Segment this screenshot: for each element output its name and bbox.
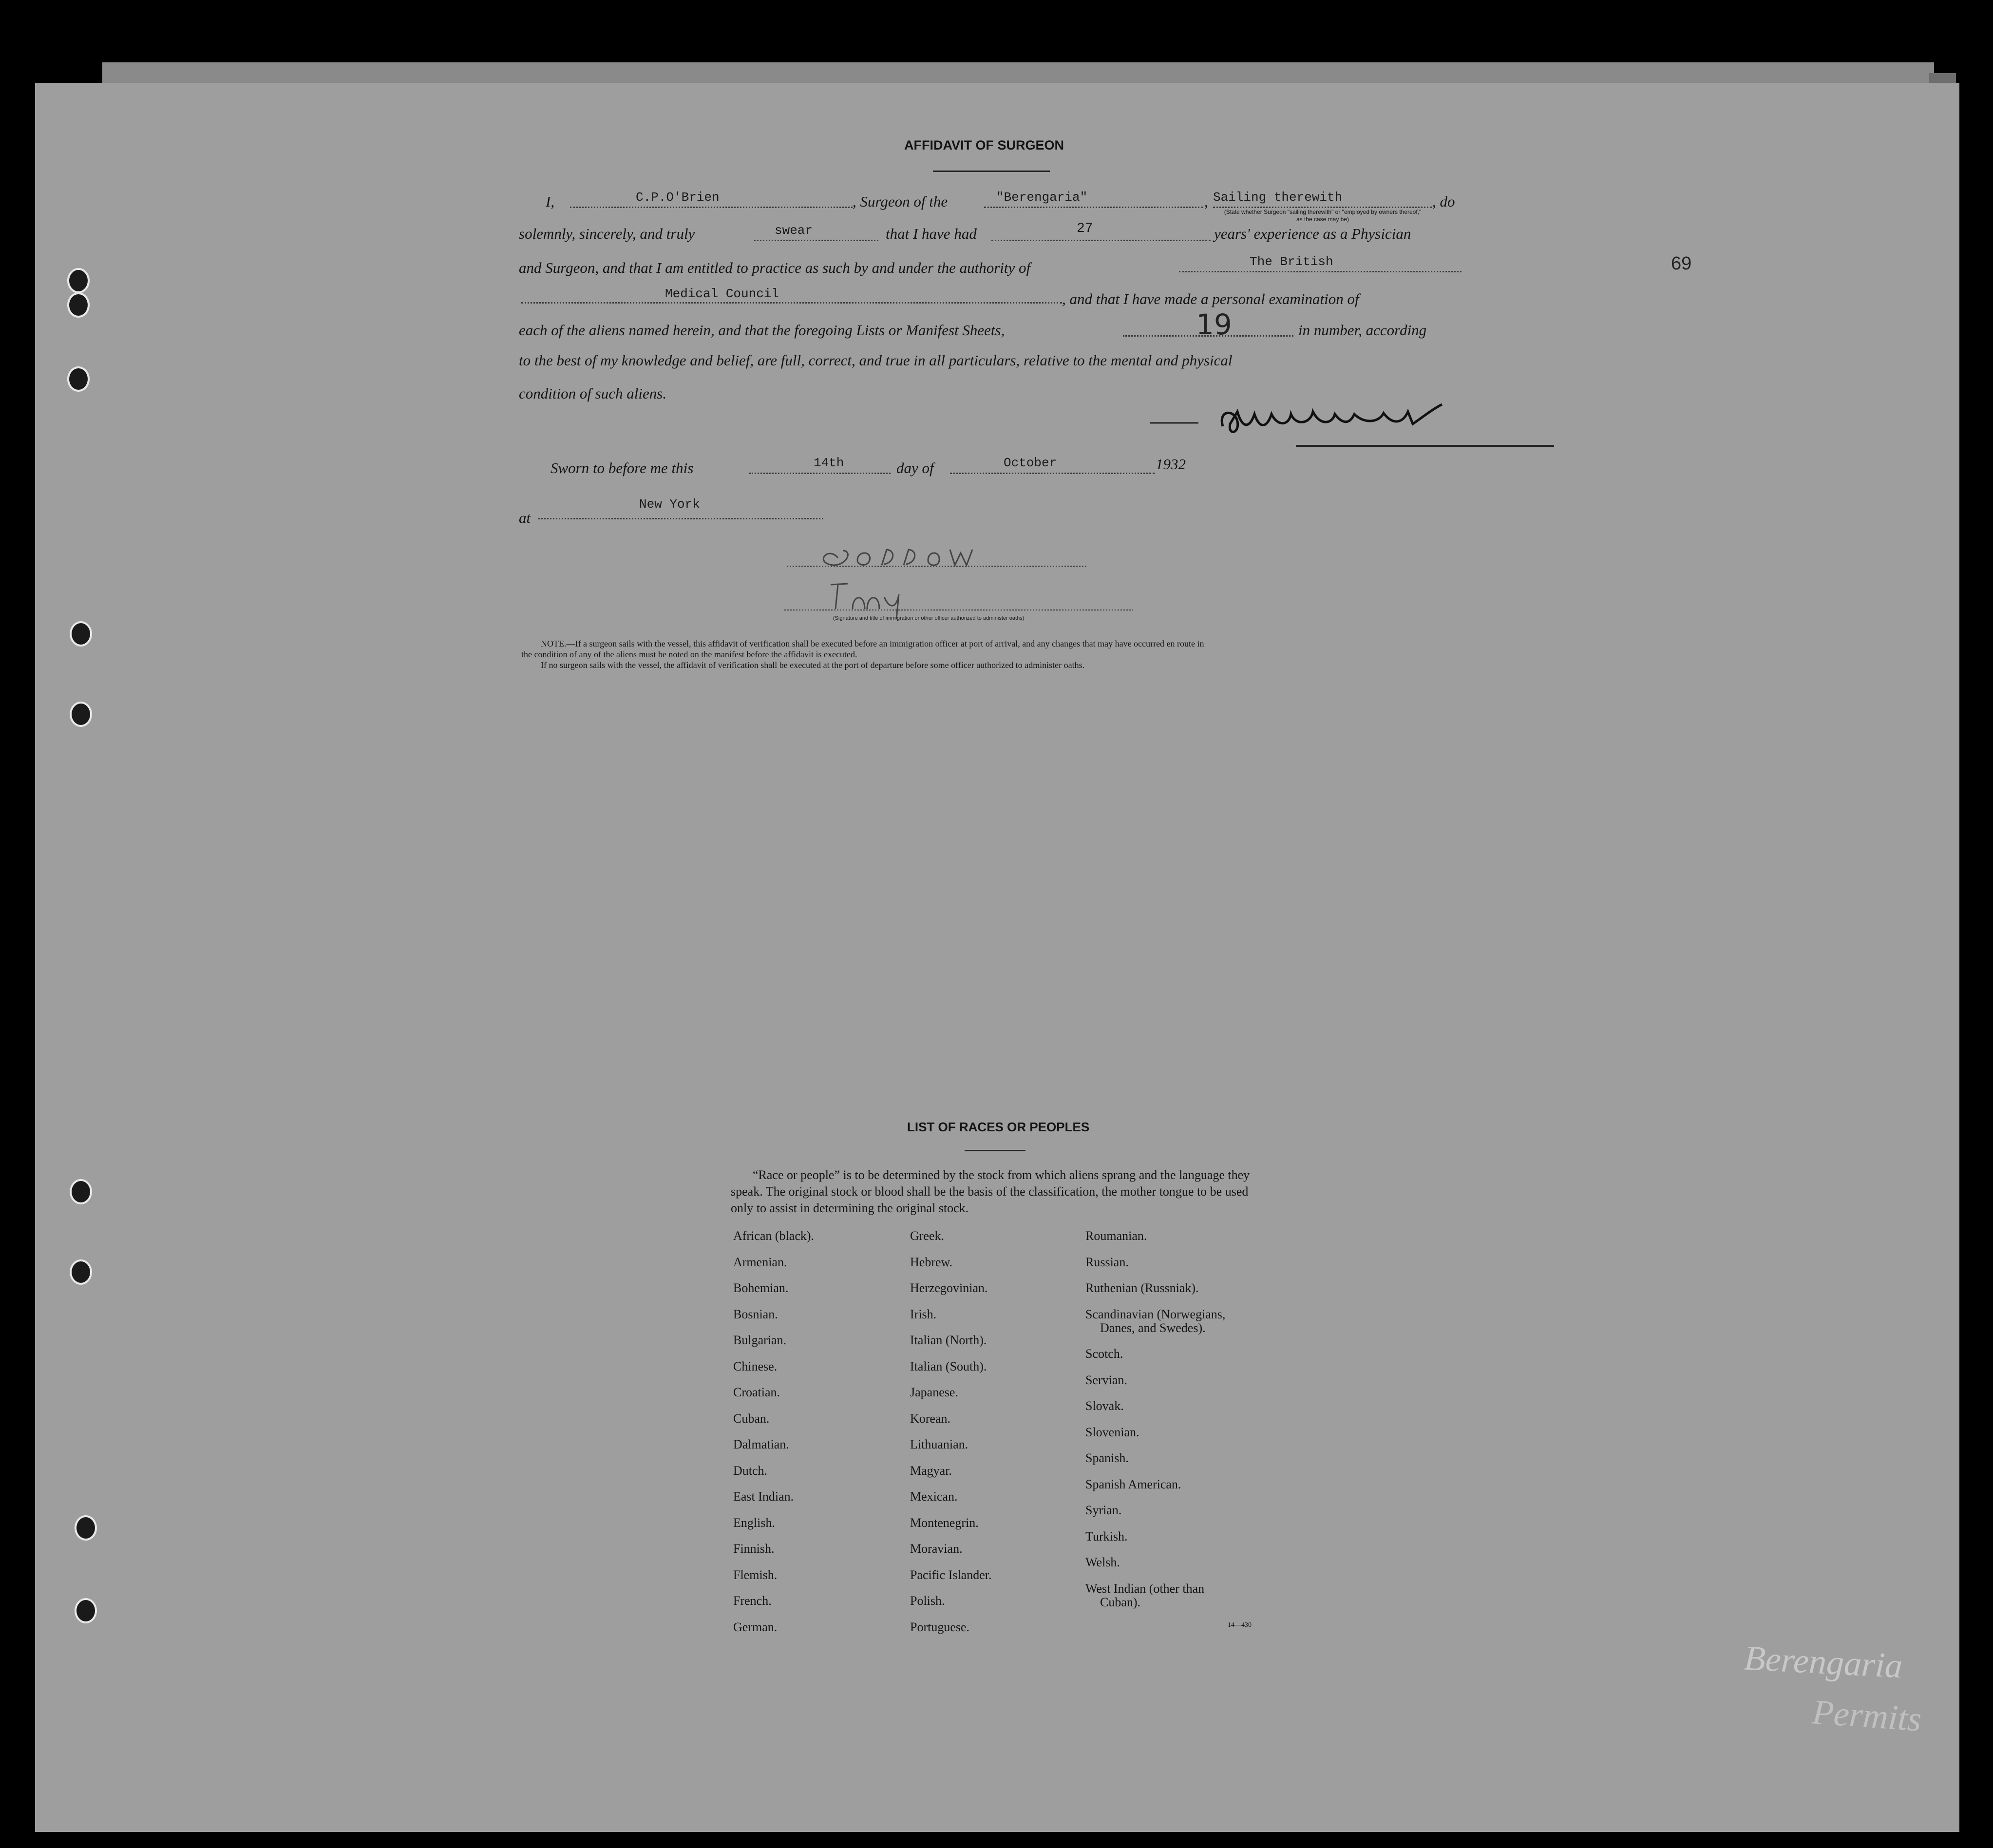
race-item: Chinese.	[733, 1359, 778, 1373]
race-item: Polish.	[910, 1594, 945, 1608]
race-item: Syrian.	[1085, 1503, 1122, 1517]
field-line	[950, 473, 1155, 474]
field-line	[1179, 271, 1462, 272]
race-item: East Indian.	[733, 1489, 794, 1504]
race-item: Montenegrin.	[910, 1515, 979, 1530]
sworn-month: October	[1004, 456, 1057, 470]
field-line	[1123, 335, 1293, 337]
field-line	[991, 240, 1211, 241]
surgeon-of-label: , Surgeon of the	[853, 193, 948, 210]
race-item: Bulgarian.	[733, 1333, 787, 1347]
race-item: Pacific Islander.	[910, 1567, 992, 1582]
race-item: Lithuanian.	[910, 1437, 968, 1451]
race-item: Slovenian.	[1085, 1425, 1139, 1439]
binder-hole	[67, 292, 90, 318]
annotation-ship: Berengaria	[1743, 1638, 1904, 1686]
field-line	[570, 207, 853, 208]
race-item: Scandinavian (Norwegians,	[1085, 1307, 1226, 1321]
binder-hole	[70, 702, 92, 727]
oath-type: swear	[775, 223, 813, 238]
race-item: Finnish.	[733, 1542, 775, 1556]
note-line-1: NOTE.—If a surgeon sails with the vessel, this affidavit of verification shall be executed before an immigration officer at port of arrival, and any changes that may have occurred en route in	[541, 639, 1204, 648]
race-item: Portuguese.	[910, 1619, 970, 1634]
authority-part2: Medical Council	[665, 286, 779, 301]
condition-line: condition of such aliens.	[519, 385, 667, 402]
surgeon-name: C.P.O'Brien	[636, 190, 720, 205]
race-item: German.	[733, 1619, 778, 1634]
note-line-3: If no surgeon sails with the vessel, the affidavit of verification shall be executed at the port of departure before some officer authorized to administer oaths.	[541, 660, 1085, 670]
annotation-permits: Permits	[1811, 1692, 1923, 1739]
race-item: Herzegovinian.	[910, 1281, 988, 1295]
sworn-year: 1932	[1156, 456, 1186, 473]
knowledge-line: to the best of my knowledge and belief, are full, correct, and true in all particulars, relative to the mental and physical	[519, 352, 1233, 369]
oath-line-mid: that I have had	[886, 225, 977, 242]
race-item: Russian.	[1085, 1255, 1129, 1269]
manifest-line-end: in number, according	[1298, 322, 1427, 339]
binder-hole	[70, 1259, 92, 1285]
races-title-underline	[965, 1150, 1025, 1151]
note-line-2: the condition of any of the aliens must be noted on the manifest before the affidavit is executed.	[521, 649, 857, 659]
race-item: Bosnian.	[733, 1307, 778, 1321]
race-item: Mexican.	[910, 1489, 958, 1504]
field-line	[749, 473, 891, 474]
race-item: African (black).	[733, 1229, 815, 1243]
authority-part1: The British	[1250, 254, 1333, 269]
officer-signature-caption: (Signature and title of immigration or other officer authorized to administer oaths)	[833, 615, 1025, 621]
binder-hole	[67, 366, 90, 392]
field-line	[754, 240, 878, 241]
i-label: I,	[546, 193, 555, 210]
race-item: Croatian.	[733, 1385, 780, 1399]
race-item: Greek.	[910, 1229, 945, 1243]
binder-hole	[75, 1598, 97, 1623]
sheets-count: 19	[1196, 308, 1232, 341]
race-item: Spanish.	[1085, 1451, 1129, 1465]
race-item: Flemish.	[733, 1567, 778, 1582]
surgeon-signature	[1150, 375, 1564, 453]
binder-hole	[70, 621, 92, 647]
authority-line: and Surgeon, and that I am entitled to practice as such by and under the authority of	[519, 259, 1031, 276]
form-code: 14—430	[1228, 1621, 1252, 1629]
affidavit-title: AFFIDAVIT OF SURGEON	[904, 138, 1064, 152]
oath-line-end: years' experience as a Physician	[1214, 225, 1411, 242]
years-experience: 27	[1077, 221, 1093, 236]
race-item: Roumanian.	[1085, 1229, 1147, 1243]
race-item: Japanese.	[910, 1385, 958, 1399]
officer-signature	[784, 536, 1135, 624]
sailing-status: Sailing therewith	[1213, 190, 1343, 205]
race-item: Servian.	[1085, 1372, 1127, 1387]
sworn-place: New York	[639, 497, 700, 512]
races-title: LIST OF RACES OR PEOPLES	[907, 1120, 1090, 1134]
field-line	[1213, 207, 1432, 208]
race-item: Bohemian.	[733, 1281, 789, 1295]
race-item: Ruthenian (Russniak).	[1085, 1281, 1199, 1295]
binder-hole	[70, 1179, 92, 1204]
day-of-label: day of	[896, 459, 934, 476]
race-item: Dalmatian.	[733, 1437, 789, 1451]
title-underline	[933, 171, 1050, 172]
field-line	[521, 302, 1062, 304]
document-sheet	[35, 83, 1959, 1832]
race-item: Moravian.	[910, 1542, 963, 1556]
race-item: Turkish.	[1085, 1529, 1128, 1543]
race-item: Spanish American.	[1085, 1477, 1181, 1491]
at-label: at	[519, 509, 531, 526]
race-item: Irish.	[910, 1307, 937, 1321]
race-item: Welsh.	[1085, 1555, 1120, 1569]
field-line	[984, 207, 1203, 208]
examination-line-end: , and that I have made a personal examination of	[1062, 290, 1359, 307]
comma: ,	[1204, 193, 1208, 210]
binder-hole	[67, 268, 90, 293]
ship-name: "Berengaria"	[996, 190, 1088, 205]
do-label: , do	[1432, 193, 1455, 210]
oath-line-start: solemnly, sincerely, and truly	[519, 225, 695, 242]
race-item: English.	[733, 1515, 775, 1530]
race-item: Italian (North).	[910, 1333, 987, 1347]
sworn-day: 14th	[814, 456, 844, 470]
races-intro: “Race or people” is to be determined by the stock from which aliens sprang and the language they speak. The original stock or blood shall be the basis of the classification, the mother tongue to be used only to assist in determining the original stock.	[731, 1168, 1250, 1215]
race-item: Italian (South).	[910, 1359, 987, 1373]
race-item: Cuban.	[733, 1411, 770, 1426]
race-item: Cuban).	[1100, 1595, 1141, 1609]
page-number: 69	[1671, 253, 1692, 274]
race-item: Dutch.	[733, 1463, 768, 1478]
race-item: Magyar.	[910, 1463, 952, 1478]
binder-hole	[75, 1515, 97, 1541]
race-item: French.	[733, 1594, 772, 1608]
race-item: Scotch.	[1085, 1347, 1123, 1361]
race-item: Danes, and Swedes).	[1100, 1320, 1206, 1335]
sailing-note: (State whether Surgeon "sailing therewith" or "employed by owners thereof," as the case may be)	[1224, 209, 1422, 223]
manifest-line: each of the aliens named herein, and that the foregoing Lists or Manifest Sheets,	[519, 322, 1005, 339]
race-item: Armenian.	[733, 1255, 787, 1269]
sworn-label: Sworn to before me this	[550, 459, 694, 476]
field-line	[538, 518, 823, 519]
race-item: Hebrew.	[910, 1255, 953, 1269]
race-item: Slovak.	[1085, 1399, 1124, 1413]
race-item: West Indian (other than	[1085, 1581, 1205, 1596]
race-item: Korean.	[910, 1411, 951, 1426]
